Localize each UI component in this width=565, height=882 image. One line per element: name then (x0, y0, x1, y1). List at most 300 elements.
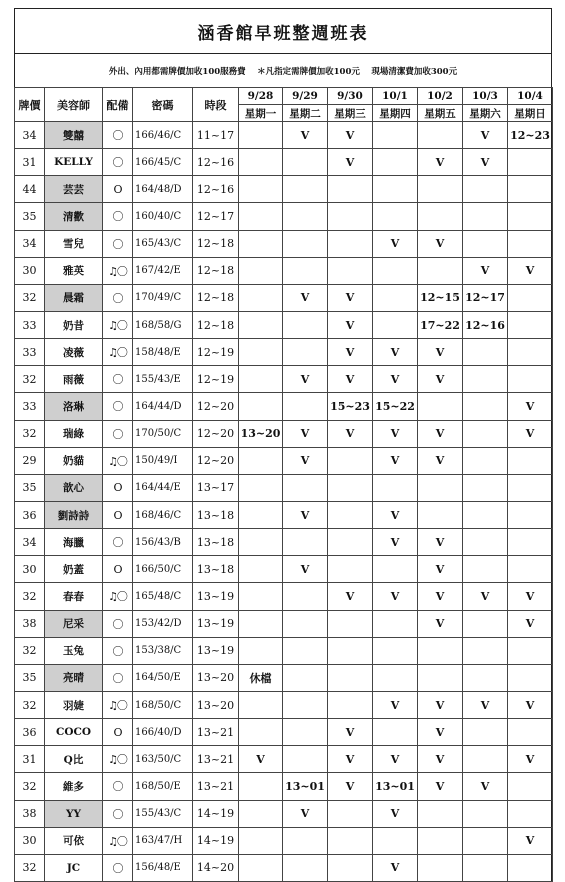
day-cell (508, 311, 553, 338)
day-cell (283, 230, 328, 257)
day-cell: V (508, 420, 553, 447)
time-slot-cell: 13~18 (193, 556, 239, 583)
rating-cell: 38 (15, 610, 45, 637)
stylist-name: 玉兔 (45, 637, 103, 664)
day-cell: V (463, 149, 508, 176)
time-slot-cell: 12~17 (193, 203, 239, 230)
table-row (15, 610, 553, 637)
day-cell (239, 800, 283, 827)
day-cell (418, 827, 463, 854)
equip-cell: 〇 (103, 800, 133, 827)
day-cell: V (283, 122, 328, 149)
time-slot-cell: 12~20 (193, 393, 239, 420)
day-cell: V (508, 827, 553, 854)
header-weekday: 星期六 (463, 105, 508, 122)
time-slot-cell: 13~21 (193, 719, 239, 746)
day-cell (283, 719, 328, 746)
stylist-name: 春春 (45, 583, 103, 610)
rating-cell: 30 (15, 556, 45, 583)
stylist-name: 可依 (45, 827, 103, 854)
code-cell: 155/43/E (133, 366, 193, 393)
day-cell (283, 311, 328, 338)
day-cell: V (373, 746, 418, 773)
time-slot-cell: 12~16 (193, 149, 239, 176)
equip-cell: O (103, 501, 133, 528)
rating-cell: 36 (15, 501, 45, 528)
equip-cell: 〇 (103, 149, 133, 176)
rating-cell: 32 (15, 637, 45, 664)
day-cell (239, 284, 283, 311)
time-slot-cell: 13~19 (193, 583, 239, 610)
day-cell (463, 637, 508, 664)
day-cell: V (328, 122, 373, 149)
code-cell: 170/50/C (133, 420, 193, 447)
day-cell (239, 230, 283, 257)
day-cell (463, 610, 508, 637)
day-cell: 12~23 (508, 122, 553, 149)
day-cell: V (418, 583, 463, 610)
day-cell: V (328, 311, 373, 338)
table-row (15, 203, 553, 230)
stylist-name: 晨霜 (45, 284, 103, 311)
table-row (15, 366, 553, 393)
day-cell (283, 827, 328, 854)
day-cell: V (373, 583, 418, 610)
time-slot-cell: 14~19 (193, 800, 239, 827)
day-cell: V (418, 610, 463, 637)
day-cell: V (418, 529, 463, 556)
day-cell (463, 393, 508, 420)
equip-cell: 〇 (103, 366, 133, 393)
day-cell (508, 773, 553, 800)
day-cell: V (373, 854, 418, 881)
day-cell: V (418, 773, 463, 800)
day-cell: V (283, 800, 328, 827)
day-cell (328, 529, 373, 556)
day-cell: V (283, 284, 328, 311)
time-slot-cell: 13~21 (193, 746, 239, 773)
day-cell: V (373, 529, 418, 556)
day-cell: V (463, 691, 508, 718)
day-cell (373, 637, 418, 664)
time-slot-cell: 13~18 (193, 529, 239, 556)
rating-cell: 31 (15, 149, 45, 176)
header-code: 密碼 (133, 88, 193, 122)
day-cell (239, 339, 283, 366)
code-cell: 166/40/D (133, 719, 193, 746)
header-date: 9/30 (328, 88, 373, 105)
day-cell (418, 176, 463, 203)
equip-cell: 〇 (103, 773, 133, 800)
day-cell (418, 637, 463, 664)
day-cell: V (508, 691, 553, 718)
day-cell (508, 447, 553, 474)
day-cell: V (508, 746, 553, 773)
day-cell (463, 366, 508, 393)
stylist-name: 奶蓋 (45, 556, 103, 583)
code-cell: 164/44/E (133, 474, 193, 501)
day-cell: V (283, 501, 328, 528)
stylist-name: 奶昔 (45, 311, 103, 338)
time-slot-cell: 12~20 (193, 420, 239, 447)
equip-cell: ♫〇 (103, 691, 133, 718)
day-cell: V (418, 556, 463, 583)
day-cell (463, 176, 508, 203)
code-cell: 168/58/G (133, 311, 193, 338)
header-date: 10/4 (508, 88, 553, 105)
day-cell (239, 501, 283, 528)
table-row (15, 719, 553, 746)
code-cell: 164/48/D (133, 176, 193, 203)
day-cell (283, 583, 328, 610)
day-cell: V (328, 773, 373, 800)
day-cell: V (328, 719, 373, 746)
day-cell: V (328, 746, 373, 773)
day-cell (508, 474, 553, 501)
code-cell: 164/50/E (133, 664, 193, 691)
day-cell (463, 230, 508, 257)
code-cell: 156/43/B (133, 529, 193, 556)
equip-cell: 〇 (103, 529, 133, 556)
stylist-name: 清歡 (45, 203, 103, 230)
day-cell (463, 556, 508, 583)
day-cell (328, 257, 373, 284)
day-cell (283, 393, 328, 420)
code-cell: 170/49/C (133, 284, 193, 311)
header-weekday: 星期日 (508, 105, 553, 122)
stylist-name: YY (45, 800, 103, 827)
day-cell (328, 176, 373, 203)
stylist-name: 奶貓 (45, 447, 103, 474)
equip-cell: O (103, 719, 133, 746)
day-cell (328, 827, 373, 854)
time-slot-cell: 12~18 (193, 230, 239, 257)
day-cell: V (239, 746, 283, 773)
rating-cell: 35 (15, 664, 45, 691)
table-row (15, 257, 553, 284)
day-cell (373, 827, 418, 854)
day-cell (239, 610, 283, 637)
equip-cell: ♫〇 (103, 257, 133, 284)
day-cell (373, 311, 418, 338)
table-row (15, 122, 553, 149)
rating-cell: 38 (15, 800, 45, 827)
table-row (15, 474, 553, 501)
day-cell (239, 257, 283, 284)
schedule-sheet (14, 8, 552, 882)
day-cell (239, 719, 283, 746)
rating-cell: 32 (15, 583, 45, 610)
day-cell (418, 664, 463, 691)
day-cell (508, 800, 553, 827)
code-cell: 166/46/C (133, 122, 193, 149)
stylist-name: COCO (45, 719, 103, 746)
day-cell (328, 800, 373, 827)
day-cell (373, 122, 418, 149)
day-cell (508, 176, 553, 203)
day-cell (239, 393, 283, 420)
day-cell: 12~17 (463, 284, 508, 311)
day-cell (418, 474, 463, 501)
code-cell: 163/50/C (133, 746, 193, 773)
day-cell (328, 637, 373, 664)
table-row (15, 529, 553, 556)
day-cell (418, 854, 463, 881)
rating-cell: 32 (15, 691, 45, 718)
time-slot-cell: 12~16 (193, 176, 239, 203)
day-cell: V (463, 583, 508, 610)
day-cell (328, 203, 373, 230)
day-cell: V (463, 257, 508, 284)
table-header (15, 88, 553, 122)
day-cell: V (328, 149, 373, 176)
day-cell (463, 719, 508, 746)
schedule-table (14, 87, 553, 882)
header-time: 時段 (193, 88, 239, 122)
day-cell (328, 230, 373, 257)
code-cell: 158/48/E (133, 339, 193, 366)
stylist-name: 洛琳 (45, 393, 103, 420)
day-cell: 12~16 (463, 311, 508, 338)
day-cell: V (373, 420, 418, 447)
day-cell (463, 447, 508, 474)
day-cell (283, 854, 328, 881)
day-cell: 12~15 (418, 284, 463, 311)
day-cell (463, 203, 508, 230)
day-cell (283, 664, 328, 691)
day-cell (283, 149, 328, 176)
day-cell (418, 122, 463, 149)
day-cell (508, 366, 553, 393)
day-cell (239, 176, 283, 203)
day-cell (239, 556, 283, 583)
day-cell: V (418, 746, 463, 773)
day-cell: V (328, 420, 373, 447)
day-cell (283, 691, 328, 718)
day-cell (239, 827, 283, 854)
day-cell (328, 474, 373, 501)
header-date: 9/28 (239, 88, 283, 105)
day-cell (508, 854, 553, 881)
day-cell (508, 284, 553, 311)
day-cell: V (418, 149, 463, 176)
equip-cell: ♫〇 (103, 746, 133, 773)
day-cell: V (373, 501, 418, 528)
rating-cell: 44 (15, 176, 45, 203)
day-cell (508, 230, 553, 257)
day-cell (418, 257, 463, 284)
table-row (15, 311, 553, 338)
day-cell: V (283, 556, 328, 583)
day-cell: 15~23 (328, 393, 373, 420)
day-cell: V (373, 230, 418, 257)
time-slot-cell: 12~18 (193, 257, 239, 284)
day-cell (239, 691, 283, 718)
table-row (15, 284, 553, 311)
day-cell: V (328, 284, 373, 311)
stylist-name: 歆心 (45, 474, 103, 501)
time-slot-cell: 13~19 (193, 610, 239, 637)
equip-cell: 〇 (103, 420, 133, 447)
day-cell: 13~20 (239, 420, 283, 447)
day-cell: V (283, 447, 328, 474)
table-row (15, 447, 553, 474)
day-cell (239, 637, 283, 664)
stylist-name: 羽婕 (45, 691, 103, 718)
rating-cell: 32 (15, 854, 45, 881)
header-weekday: 星期二 (283, 105, 328, 122)
equip-cell: 〇 (103, 122, 133, 149)
equip-cell: 〇 (103, 664, 133, 691)
stylist-name: JC (45, 854, 103, 881)
code-cell: 150/49/I (133, 447, 193, 474)
code-cell: 153/42/D (133, 610, 193, 637)
rating-cell: 34 (15, 122, 45, 149)
day-cell (373, 610, 418, 637)
day-cell (283, 610, 328, 637)
code-cell: 155/43/C (133, 800, 193, 827)
equip-cell: ♫〇 (103, 447, 133, 474)
day-cell: 15~22 (373, 393, 418, 420)
day-cell: V (463, 773, 508, 800)
header-name: 美容師 (45, 88, 103, 122)
day-cell (373, 556, 418, 583)
table-row (15, 230, 553, 257)
table-row (15, 854, 553, 881)
table-body (15, 122, 553, 882)
stylist-name: 尼采 (45, 610, 103, 637)
rating-cell: 30 (15, 257, 45, 284)
code-cell: 166/45/C (133, 149, 193, 176)
time-slot-cell: 13~20 (193, 664, 239, 691)
table-row (15, 339, 553, 366)
stylist-name: 雪兒 (45, 230, 103, 257)
table-row (15, 746, 553, 773)
day-cell (373, 176, 418, 203)
rating-cell: 33 (15, 393, 45, 420)
pricing-notice: 外出、內用都需牌價加收100服務費 ＊凡指定需牌價加收100元 現場清潔費加收300元 (15, 54, 551, 88)
time-slot-cell: 13~17 (193, 474, 239, 501)
equip-cell: ♫〇 (103, 827, 133, 854)
rating-cell: 32 (15, 420, 45, 447)
day-cell (508, 149, 553, 176)
time-slot-cell: 12~19 (193, 366, 239, 393)
day-cell: V (418, 691, 463, 718)
equip-cell: ♫〇 (103, 311, 133, 338)
day-cell: V (373, 339, 418, 366)
code-cell: 163/47/H (133, 827, 193, 854)
rating-cell: 35 (15, 474, 45, 501)
code-cell: 168/50/C (133, 691, 193, 718)
rating-cell: 33 (15, 339, 45, 366)
day-cell (239, 583, 283, 610)
day-cell (328, 854, 373, 881)
equip-cell: O (103, 176, 133, 203)
day-cell (373, 149, 418, 176)
day-cell (328, 447, 373, 474)
table-row (15, 501, 553, 528)
day-cell (283, 637, 328, 664)
code-cell: 153/38/C (133, 637, 193, 664)
rating-cell: 34 (15, 230, 45, 257)
rating-cell: 32 (15, 284, 45, 311)
equip-cell: 〇 (103, 854, 133, 881)
equip-cell: 〇 (103, 230, 133, 257)
day-cell (463, 800, 508, 827)
day-cell: V (328, 366, 373, 393)
day-cell (373, 257, 418, 284)
equip-cell: ♫〇 (103, 583, 133, 610)
rating-cell: 33 (15, 311, 45, 338)
code-cell: 168/50/E (133, 773, 193, 800)
day-cell: V (328, 583, 373, 610)
day-cell (418, 393, 463, 420)
day-cell (239, 149, 283, 176)
day-cell (463, 474, 508, 501)
table-row (15, 691, 553, 718)
day-cell (463, 854, 508, 881)
day-cell: V (418, 447, 463, 474)
header-date: 10/1 (373, 88, 418, 105)
code-cell: 166/50/C (133, 556, 193, 583)
day-cell (463, 664, 508, 691)
time-slot-cell: 13~19 (193, 637, 239, 664)
header-weekday: 星期五 (418, 105, 463, 122)
day-cell (283, 474, 328, 501)
header-weekday: 星期三 (328, 105, 373, 122)
day-cell (283, 257, 328, 284)
day-cell (373, 203, 418, 230)
day-cell: V (508, 393, 553, 420)
day-cell (239, 529, 283, 556)
header-weekday: 星期四 (373, 105, 418, 122)
day-cell (373, 719, 418, 746)
day-cell (508, 339, 553, 366)
table-row (15, 393, 553, 420)
equip-cell: 〇 (103, 284, 133, 311)
table-row (15, 176, 553, 203)
day-cell (463, 420, 508, 447)
day-cell (283, 529, 328, 556)
code-cell: 168/46/C (133, 501, 193, 528)
time-slot-cell: 13~18 (193, 501, 239, 528)
equip-cell: 〇 (103, 393, 133, 420)
day-cell (239, 203, 283, 230)
rating-cell: 32 (15, 366, 45, 393)
day-cell (239, 854, 283, 881)
stylist-name: 雙囍 (45, 122, 103, 149)
code-cell: 167/42/E (133, 257, 193, 284)
day-cell (239, 447, 283, 474)
time-slot-cell: 14~19 (193, 827, 239, 854)
time-slot-cell: 12~20 (193, 447, 239, 474)
day-cell (508, 203, 553, 230)
rating-cell: 36 (15, 719, 45, 746)
equip-cell: 〇 (103, 610, 133, 637)
day-cell: V (508, 610, 553, 637)
table-row (15, 637, 553, 664)
header-weekday: 星期一 (239, 105, 283, 122)
table-row (15, 556, 553, 583)
table-row (15, 149, 553, 176)
day-cell (283, 746, 328, 773)
day-cell (508, 664, 553, 691)
rating-cell: 30 (15, 827, 45, 854)
day-cell (328, 610, 373, 637)
day-cell (239, 122, 283, 149)
stylist-name: 凌薇 (45, 339, 103, 366)
stylist-name: 亮晴 (45, 664, 103, 691)
